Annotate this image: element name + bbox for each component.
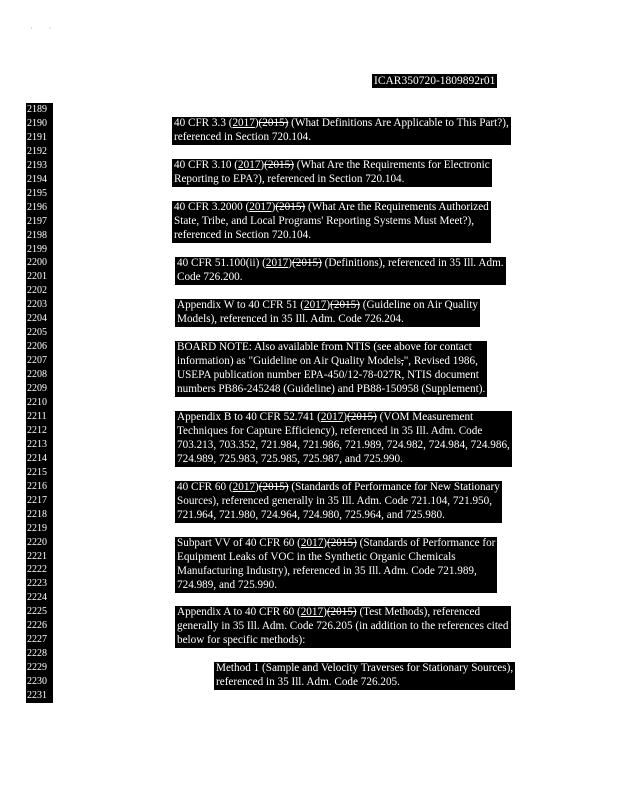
deleted-text: (2015) (347, 411, 377, 423)
deleted-text: (2015) (275, 201, 306, 213)
line-number: 2196 (27, 201, 47, 213)
text-block-appendix-w (175, 299, 480, 327)
text-segment: (Standards of Performance for (356, 537, 496, 549)
line-number: 2213 (27, 438, 47, 450)
deleted-text: (2015) (326, 606, 357, 618)
text-line (174, 159, 490, 173)
line-number: 2230 (27, 676, 47, 688)
inserted-text: 2017 (300, 537, 324, 549)
text-segment: Models), referenced in 35 Ill. Adm. Code 726.204. (177, 312, 404, 325)
text-segment: ) (323, 537, 328, 549)
inserted-text: 2017 (238, 159, 261, 171)
text-line (177, 411, 510, 425)
inserted-text: 2017 (300, 606, 324, 618)
text-segment: referenced in Section 720.104. (174, 228, 311, 241)
line-number: 2216 (27, 480, 47, 492)
line-number: 2193 (27, 159, 47, 171)
inserted-text: 2017 (304, 299, 327, 311)
line-number: 2206 (27, 341, 47, 353)
text-line (177, 299, 478, 313)
line-number: 2198 (27, 229, 47, 241)
text-segment: 724.989, 725.983, 725.985, 725.987, and 725.990. (177, 452, 403, 465)
text-block-cfr-3-2000 (172, 201, 491, 243)
line-number: 2208 (27, 369, 47, 381)
text-segment: 703.213, 703.352, 721.984, 721.986, 721.989, 724.982, 724.984, 724.986, (177, 438, 510, 451)
inserted-text: 2017 (232, 117, 255, 129)
text-segment: Code 726.200. (177, 270, 243, 283)
text-line (177, 551, 495, 565)
line-number: 2194 (27, 173, 47, 185)
text-block-cfr-60 (175, 481, 502, 523)
text-line (177, 634, 509, 648)
line-number: 2201 (27, 271, 47, 283)
line-number: 2197 (27, 215, 47, 227)
deleted-text: (2015) (330, 299, 360, 311)
line-number: 2205 (27, 327, 47, 339)
line-number: 2226 (27, 620, 47, 632)
text-segment: (What Are the Requirements for Electronic (293, 159, 490, 171)
line-number: 2209 (27, 383, 47, 395)
text-segment: 40 CFR 3.10 ( (174, 159, 239, 171)
line-number: 2190 (27, 117, 47, 129)
inserted-text: 2017 (265, 257, 289, 269)
line-number: 2202 (27, 285, 47, 297)
text-line (177, 425, 510, 439)
text-line (177, 495, 500, 509)
text-segment: referenced in 35 Ill. Adm. Code 726.205. (216, 675, 400, 688)
line-number-gutter (26, 103, 53, 703)
text-line (177, 257, 504, 271)
text-segment: numbers PB86-245248 (Guideline) and PB88-150958 (Supplement). (177, 382, 486, 395)
text-segment: (Standards of Performance for New Stationary (288, 481, 500, 493)
text-segment: information) as "Guideline on Air Quality Models (177, 354, 401, 367)
line-number: 2204 (27, 313, 47, 325)
line-number: 2203 (27, 299, 47, 311)
text-segment: (Definitions), referenced in 35 Ill. Adm. (321, 257, 504, 269)
line-number: 2215 (27, 466, 47, 478)
line-number: 2223 (27, 578, 47, 590)
text-line (216, 662, 513, 676)
text-segment: USEPA publication number EPA-450/12-78-027R, NTIS document (177, 368, 479, 381)
inserted-text: 2017 (320, 411, 344, 423)
text-line (177, 620, 509, 634)
text-block-method-1 (214, 662, 515, 690)
text-segment: 40 CFR 3.3 ( (174, 117, 233, 129)
text-segment: BOARD NOTE: Also available from NTIS (see above for contact (177, 341, 472, 353)
text-segment: ) (323, 606, 327, 618)
inserted-text: 2017 (232, 481, 256, 493)
text-block-cfr-3-10 (172, 159, 492, 187)
text-line (177, 355, 485, 369)
text-line (177, 271, 504, 285)
text-line (177, 509, 500, 523)
text-line (177, 341, 485, 355)
line-number: 2221 (27, 550, 47, 562)
text-line (177, 313, 478, 327)
text-segment: below for specific methods): (177, 633, 306, 646)
line-number: 2218 (27, 508, 47, 520)
text-segment: 40 CFR 3.2000 ( (174, 201, 250, 213)
document-code: ICAR350720-1809892r01 (374, 75, 496, 87)
line-number: 2199 (27, 243, 47, 255)
text-block-appendix-a (175, 606, 511, 648)
text-segment: Appendix A to 40 CFR 60 ( (177, 606, 301, 618)
text-line (177, 369, 485, 383)
text-segment: referenced in Section 720.104. (174, 130, 311, 143)
text-line (177, 481, 500, 495)
line-number: 2220 (27, 536, 47, 548)
deleted-text: , (400, 354, 404, 367)
inserted-text: 2017 (249, 201, 272, 213)
text-line (177, 565, 495, 579)
text-line (174, 173, 490, 187)
text-segment: ", Revised 1986, (403, 354, 478, 367)
deleted-text: (2015) (292, 257, 322, 269)
text-segment: State, Tribe, and Local Programs' Reporting Systems Must Meet?), (174, 214, 475, 227)
text-segment: ) (260, 159, 265, 171)
line-number: 2200 (27, 257, 47, 269)
line-number: 2222 (27, 564, 47, 576)
text-line (177, 537, 495, 551)
text-line (174, 201, 489, 215)
text-segment: ) (271, 201, 276, 213)
line-number: 2192 (27, 145, 47, 157)
text-segment: 721.964, 721.980, 724.964, 724.980, 725.964, and 725.980. (177, 508, 445, 521)
text-segment: Manufacturing Industry), referenced in 35 Ill. Adm. Code 721.989, (177, 564, 477, 577)
line-number: 2195 (27, 187, 47, 199)
text-line (216, 676, 513, 690)
text-segment: Equipment Leaks of VOC in the Synthetic Organic Chemicals (177, 550, 456, 563)
line-number: 2231 (27, 690, 47, 702)
line-number: 2217 (27, 494, 47, 506)
text-line (177, 383, 485, 397)
text-segment: ) (343, 411, 348, 423)
text-segment: (VOM Measurement (376, 411, 474, 423)
line-number: 2228 (27, 648, 47, 660)
line-number: 2191 (27, 131, 47, 143)
line-number: 2211 (27, 410, 47, 422)
text-segment: Subpart VV of 40 CFR 60 ( (177, 537, 301, 549)
text-segment: 724.989, and 725.990. (177, 578, 278, 591)
scan-specks: · · (30, 24, 52, 33)
text-segment: ) (326, 299, 331, 311)
deleted-text: (2015) (258, 481, 289, 493)
text-segment: ) (288, 257, 292, 269)
deleted-text: (2015) (258, 117, 289, 129)
text-block-appendix-b (175, 411, 512, 467)
text-line (177, 606, 509, 620)
line-number: 2214 (27, 452, 47, 464)
line-number: 2229 (27, 662, 47, 674)
text-segment: Appendix W to 40 CFR 51 ( (177, 299, 305, 311)
text-segment: Appendix B to 40 CFR 52.741 ( (177, 411, 321, 423)
deleted-text: (2015) (264, 159, 294, 171)
text-segment: 40 CFR 60 ( (177, 481, 233, 493)
text-line (174, 215, 489, 229)
text-segment: (Test Methods), referenced (356, 606, 481, 618)
text-line (174, 131, 509, 145)
text-block-board-note (175, 341, 487, 397)
text-line (177, 453, 510, 467)
text-segment: generally in 35 Ill. Adm. Code 726.205 (in addition to the references cited (177, 619, 509, 632)
line-number: 2225 (27, 606, 47, 618)
text-segment: (Guideline on Air Quality (359, 299, 479, 311)
line-number: 2224 (27, 592, 47, 604)
line-number: 2219 (27, 522, 47, 534)
text-block-subpart-vv (175, 537, 497, 593)
text-line (174, 117, 509, 131)
text-segment: 40 CFR 51.100(ii) ( (177, 257, 266, 269)
text-block-cfr-51-100 (175, 257, 506, 285)
text-segment: (What Definitions Are Applicable to This Part?), (288, 117, 509, 129)
line-number: 2189 (27, 104, 47, 115)
text-line (177, 439, 510, 453)
text-segment: Techniques for Capture Efficiency), referenced in 35 Ill. Adm. Code (177, 424, 483, 437)
text-segment: ) (255, 481, 259, 493)
text-segment: (What Are the Requirements Authorized (305, 201, 489, 213)
text-block-cfr-3-3 (172, 117, 511, 145)
line-number: 2207 (27, 355, 47, 367)
text-segment: Reporting to EPA?), referenced in Section 720.104. (174, 172, 405, 185)
line-number: 2210 (27, 397, 47, 409)
text-segment: Sources), referenced generally in 35 Ill. Adm. Code 721.104, 721.950, (177, 494, 493, 507)
text-segment: ) (254, 117, 259, 129)
line-number: 2227 (27, 634, 47, 646)
text-line (174, 229, 489, 243)
text-line (177, 579, 495, 593)
deleted-text: (2015) (327, 537, 357, 549)
text-segment: Method 1 (Sample and Velocity Traverses for Stationary Sources), (216, 662, 514, 674)
line-number: 2212 (27, 424, 47, 436)
